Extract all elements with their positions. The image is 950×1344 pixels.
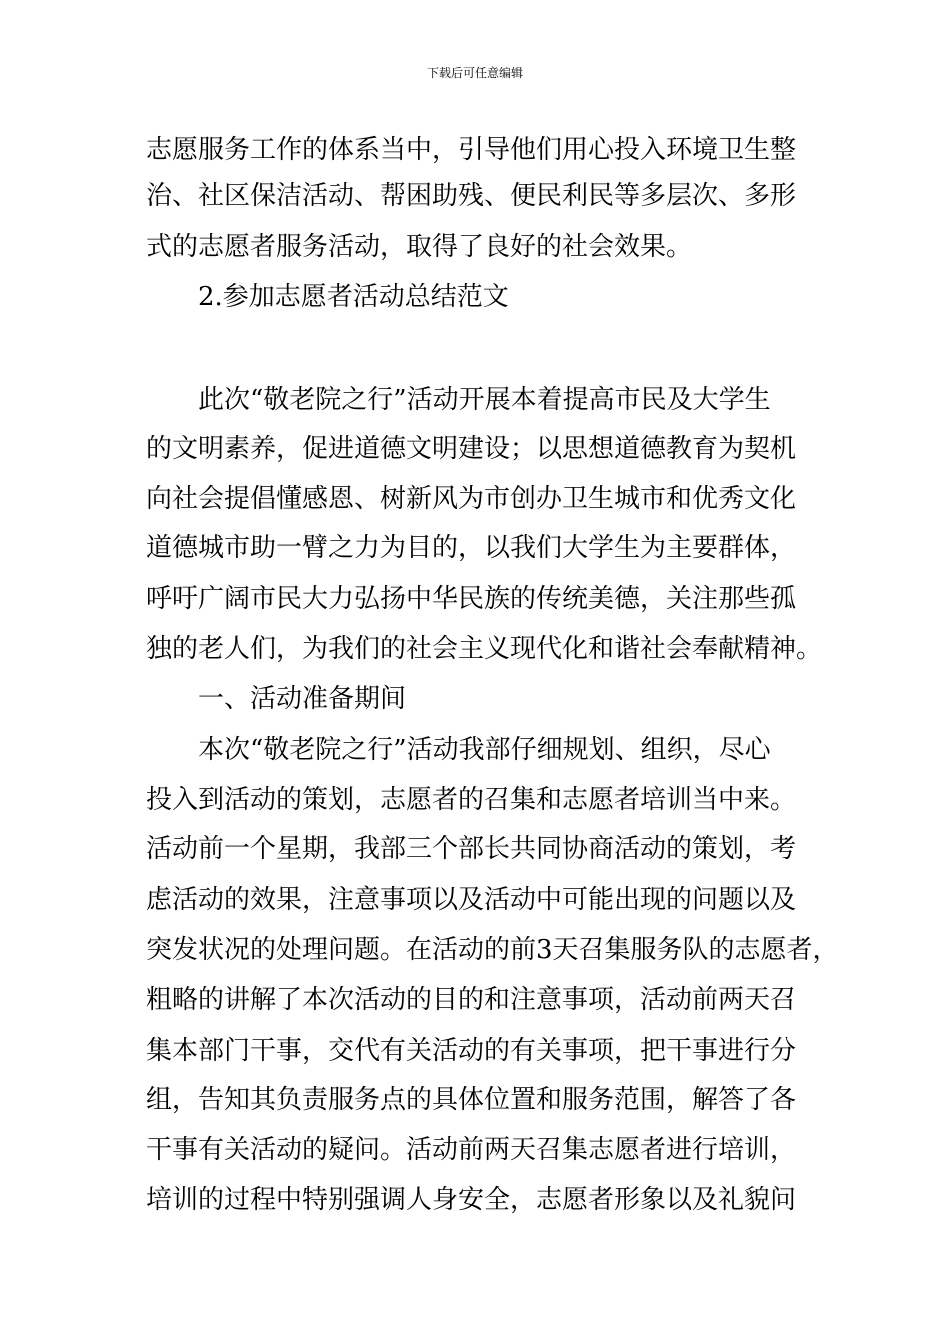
text-line: 粗略的讲解了本次活动的目的和注意事项，活动前两天召 — [146, 985, 797, 1015]
text-line: 式的志愿者服务活动，取得了良好的社会效果。 — [146, 232, 693, 262]
text-line: 投入到活动的策划，志愿者的召集和志愿者培训当中来。 — [146, 785, 797, 815]
page-header: 下载后可任意编辑 — [426, 66, 523, 80]
text-line: 培训的过程中特别强调人身安全，志愿者形象以及礼貌问 — [146, 1185, 797, 1215]
section-heading: 一、活动准备期间 — [198, 684, 407, 714]
text-line: 干事有关活动的疑问。活动前两天召集志愿者进行培训， — [146, 1135, 797, 1165]
text-line: 道德城市助一臂之力为目的，以我们大学生为主要群体， — [146, 533, 797, 563]
text-line: 突发状况的处理问题。在活动的前3天召集服务队的志愿者， — [146, 935, 839, 965]
text-line: 呼吁广阔市民大力弘扬中华民族的传统美德，关注那些孤 — [146, 584, 797, 614]
text-line: 活动前一个星期，我部三个部长共同协商活动的策划，考 — [146, 834, 797, 864]
paragraph-start: 此次“敬老院之行”活动开展本着提高市民及大学生 — [198, 385, 771, 415]
text-line: 虑活动的效果，注意事项以及活动中可能出现的问题以及 — [146, 885, 797, 915]
text-line: 集本部门干事，交代有关活动的有关事项，把干事进行分 — [146, 1036, 797, 1066]
text-line: 治、社区保洁活动、帮困助残、便民利民等多层次、多形 — [146, 181, 797, 211]
text-line: 独的老人们，为我们的社会主义现代化和谐社会奉献精神。 — [146, 634, 823, 664]
text-line: 向社会提倡懂感恩、树新风为市创办卫生城市和优秀文化 — [146, 484, 797, 514]
paragraph-start: 本次“敬老院之行”活动我部仔细规划、组织，尽心 — [198, 735, 771, 765]
text-line: 志愿服务工作的体系当中，引导他们用心投入环境卫生整 — [146, 135, 797, 165]
section-title: 2.参加志愿者活动总结范文 — [198, 282, 509, 312]
text-line: 的文明素养，促进道德文明建设；以思想道德教育为契机 — [146, 434, 797, 464]
text-line: 组，告知其负责服务点的具体位置和服务范围，解答了各 — [146, 1085, 797, 1115]
